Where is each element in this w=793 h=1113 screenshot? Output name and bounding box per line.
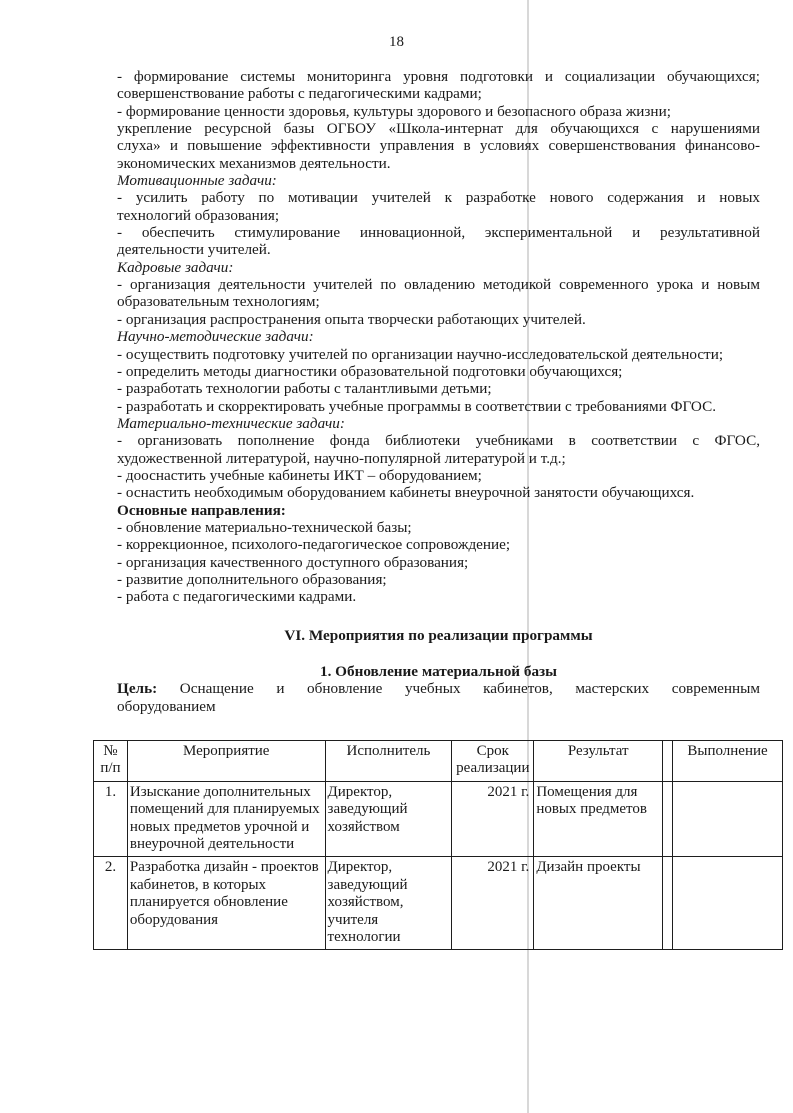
text-line: - осуществить подготовку учителей по организации научно-исследовательской деятельности; [117,345,724,363]
text-line: - оснастить необходимым оборудованием кабинеты внеурочной занятости обучающихся. [117,484,695,502]
row-executor: Директор, заведующий хозяйством, учителя технологии [325,857,452,950]
text-line: - коррекционное, психолого-педагогическое сопровождение; [117,536,511,554]
text-line: - формирование системы мониторинга уровня подготовки и социализации обучающихся; [117,68,760,85]
text-line: - организация распространения опыта творчески работающих учителей. [117,310,586,328]
row-term: 2021 г. [452,781,534,857]
text-line: художественной литературой, научно-популярной литературой и т.д.; [117,449,566,467]
subheading: Научно-методические задачи: [117,328,314,346]
task-list [117,68,760,606]
text-line: укрепление ресурсной базы ОГБОУ «Школа-интернат для обучающихся с нарушениями [117,120,760,138]
document-body [117,68,760,715]
header-result: Результат [534,741,663,782]
page-number: 18 [389,34,404,50]
row-term: 2021 г. [452,857,534,950]
text-line: - определить методы диагностики образовательной подготовки обучающихся; [117,362,623,380]
events-table [93,740,783,950]
text-line: - работа с педагогическими кадрами. [117,588,357,606]
row-executor: Директор, заведующий хозяйством [325,781,452,857]
row-num: 2. [94,857,128,950]
text-line: - обеспечить стимулирование инновационной, экспериментальной и результативной [117,224,760,242]
text-line: экономических механизмов деятельности. [117,154,391,172]
goal-text: Оснащение и обновление учебных кабинетов, мастерских современным [179,680,760,698]
table-row [94,857,783,950]
text-line: - организация деятельности учителей по овладению методикой современного урока и новым [117,276,760,294]
header-event: Мероприятие [127,741,325,782]
goal-label: Цель: [117,680,158,698]
subheading: Материально-технические задачи: [117,414,345,432]
header-spacer [663,741,673,782]
subheading: Мотивационные задачи: [117,172,277,190]
row-event: Изыскание дополнительных помещений для планируемых новых предметов урочной и внеурочной деятельности [127,781,325,857]
text-line: - развитие дополнительного образования; [117,570,387,588]
goal-paragraph [117,680,760,715]
text-line: - формирование ценности здоровья, культуры здорового и безопасного образа жизни; [117,102,671,120]
text-line: деятельности учителей. [117,241,271,259]
header-executor: Исполнитель [325,741,452,782]
text-line: технологий образования; [117,206,280,224]
text-line: слуха» и повышение эффективности управления в условиях совершенствования финансово- [117,137,760,155]
header-term: Срок реализации [452,741,534,782]
subheading: Кадровые задачи: [117,258,234,276]
row-num: 1. [94,781,128,857]
bold-heading: Основные направления: [117,501,286,519]
text-line: - организация качественного доступного образования; [117,553,469,571]
row-spacer [663,781,673,857]
header-status: Выполнение [673,741,783,782]
text-line: - дооснастить учебные кабинеты ИКТ – оборудованием; [117,466,482,484]
text-line: - разработать технологии работы с талантливыми детьми; [117,380,492,398]
header-num: № п/п [94,741,128,782]
row-status [673,781,783,857]
row-spacer [663,857,673,950]
table-header-row [94,741,783,782]
text-line: образовательным технологиям; [117,293,320,311]
row-event: Разработка дизайн - проектов кабинетов, в которых планируется обновление оборудования [127,857,325,950]
goal-line-2: оборудованием [117,697,216,715]
row-result: Дизайн проекты [534,857,663,950]
text-line: - разработать и скорректировать учебные программы в соответствии с требованиями ФГОС. [117,397,717,415]
text-line: - обновление материально-технической базы; [117,518,412,536]
text-line: совершенствование работы с педагогическими кадрами; [117,85,482,103]
subsection-title: 1. Обновление материальной базы [319,663,558,680]
section-title: VI. Мероприятия по реализации программы [284,626,593,644]
goal-line-1 [117,680,760,697]
text-line: - организовать пополнение фонда библиотеки учебниками в соответствии с ФГОС, [117,432,760,450]
text-line: - усилить работу по мотивации учителей к разработке нового содержания и новых [117,189,760,207]
row-result: Помещения для новых предметов [534,781,663,857]
table-row [94,781,783,857]
row-status [673,857,783,950]
